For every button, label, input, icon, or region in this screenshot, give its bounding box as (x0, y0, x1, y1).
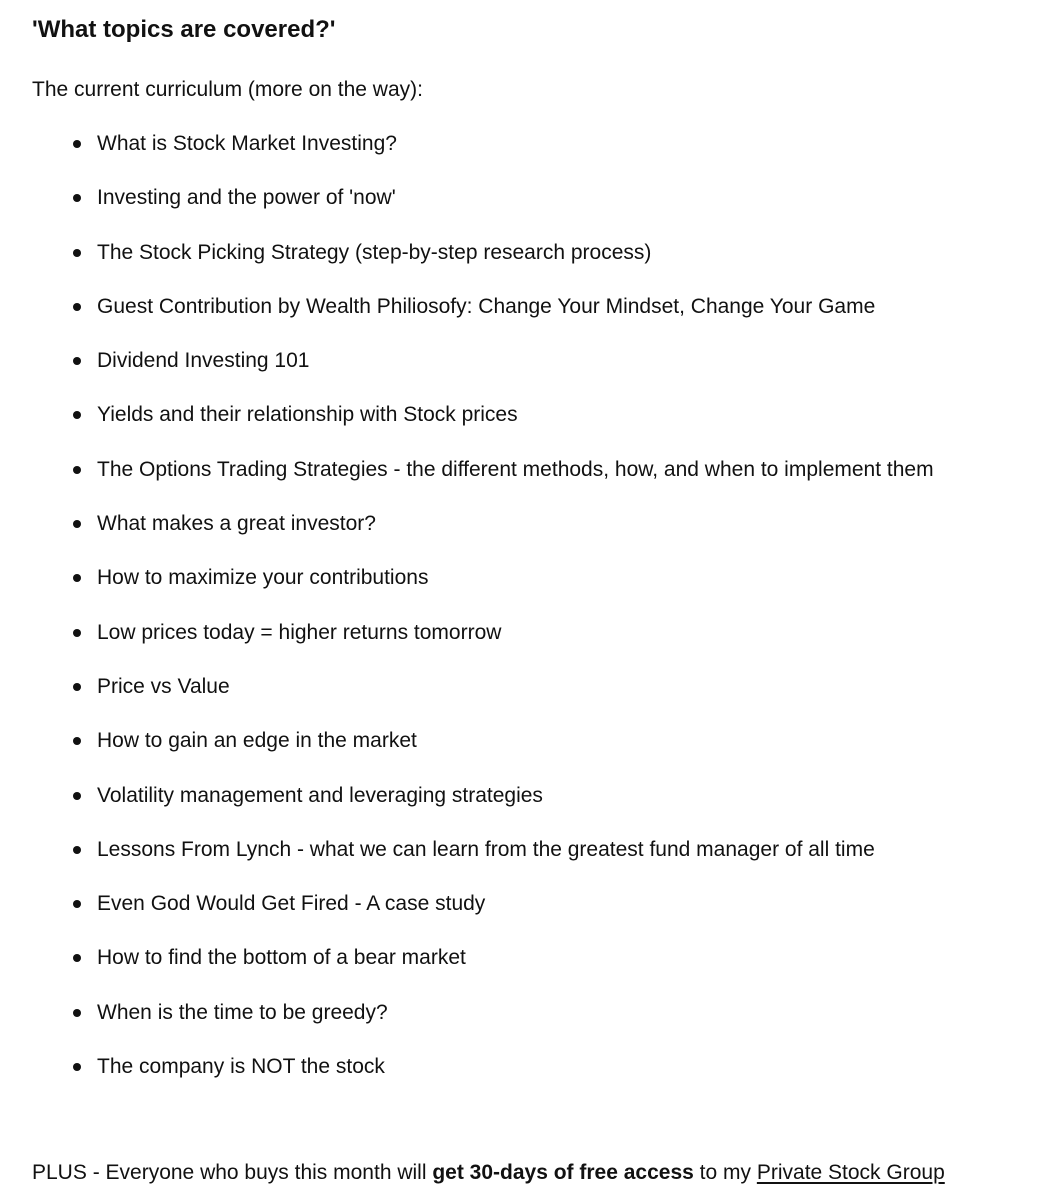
bullet-icon (73, 411, 81, 419)
list-item (32, 999, 934, 1053)
list-item (32, 456, 934, 510)
topic-label: Investing and the power of 'now' (97, 186, 396, 210)
bullet-icon (73, 466, 81, 474)
bullet-icon (73, 357, 81, 365)
topic-label: How to maximize your contributions (97, 566, 429, 590)
list-item (32, 619, 934, 673)
bullet-icon (73, 737, 81, 745)
section-heading: 'What topics are covered?' (32, 16, 336, 43)
bullet-icon (73, 1063, 81, 1071)
list-item (32, 836, 934, 890)
bullet-icon (73, 954, 81, 962)
topic-label: Dividend Investing 101 (97, 349, 310, 373)
topic-label: When is the time to be greedy? (97, 1000, 388, 1024)
list-item (32, 130, 934, 184)
list-item (32, 510, 934, 564)
topics-list (32, 130, 934, 1107)
curriculum-intro: The current curriculum (more on the way): (32, 78, 423, 101)
topic-label: What makes a great investor? (97, 512, 376, 536)
list-item (32, 401, 934, 455)
list-item (32, 727, 934, 781)
topic-label: The company is NOT the stock (97, 1055, 385, 1079)
bullet-icon (73, 140, 81, 148)
promo-middle: to my (693, 1161, 757, 1184)
promo-footer (32, 1158, 945, 1188)
topic-label: Low prices today = higher returns tomorrow (97, 620, 502, 644)
list-item (32, 347, 934, 401)
topic-label: Price vs Value (97, 674, 230, 698)
list-item (32, 1053, 934, 1107)
list-item (32, 890, 934, 944)
topic-label: The Options Trading Strategies - the different methods, how, and when to implement them (97, 457, 934, 481)
topic-label: How to gain an edge in the market (97, 729, 417, 753)
topic-label: Lessons From Lynch - what we can learn from the greatest fund manager of all time (97, 837, 875, 861)
bullet-icon (73, 1009, 81, 1017)
list-item (32, 564, 934, 618)
bullet-icon (73, 683, 81, 691)
bullet-icon (73, 792, 81, 800)
topic-label: Yields and their relationship with Stock prices (97, 403, 518, 427)
bullet-icon (73, 194, 81, 202)
topic-label: The Stock Picking Strategy (step-by-step research process) (97, 240, 652, 264)
list-item (32, 673, 934, 727)
bullet-icon (73, 900, 81, 908)
bullet-icon (73, 520, 81, 528)
list-item (32, 184, 934, 238)
list-item (32, 239, 934, 293)
free-access-emphasis: get 30-days of free access (432, 1161, 694, 1184)
list-item (32, 293, 934, 347)
bullet-icon (73, 249, 81, 257)
list-item (32, 944, 934, 998)
private-stock-group-link[interactable]: Private Stock Group (756, 1161, 945, 1184)
promo-prefix: PLUS - Everyone who buys this month will (32, 1161, 433, 1184)
topic-label: Volatility management and leveraging strategies (97, 783, 543, 807)
topic-label: How to find the bottom of a bear market (97, 946, 466, 970)
list-item (32, 782, 934, 836)
bullet-icon (73, 574, 81, 582)
topic-label: Even God Would Get Fired - A case study (97, 892, 486, 916)
bullet-icon (73, 846, 81, 854)
topic-label: What is Stock Market Investing? (97, 132, 397, 155)
topic-label: Guest Contribution by Wealth Philiosofy: Change Your Mindset, Change Your Game (97, 294, 876, 318)
bullet-icon (73, 629, 81, 637)
bullet-icon (73, 303, 81, 311)
